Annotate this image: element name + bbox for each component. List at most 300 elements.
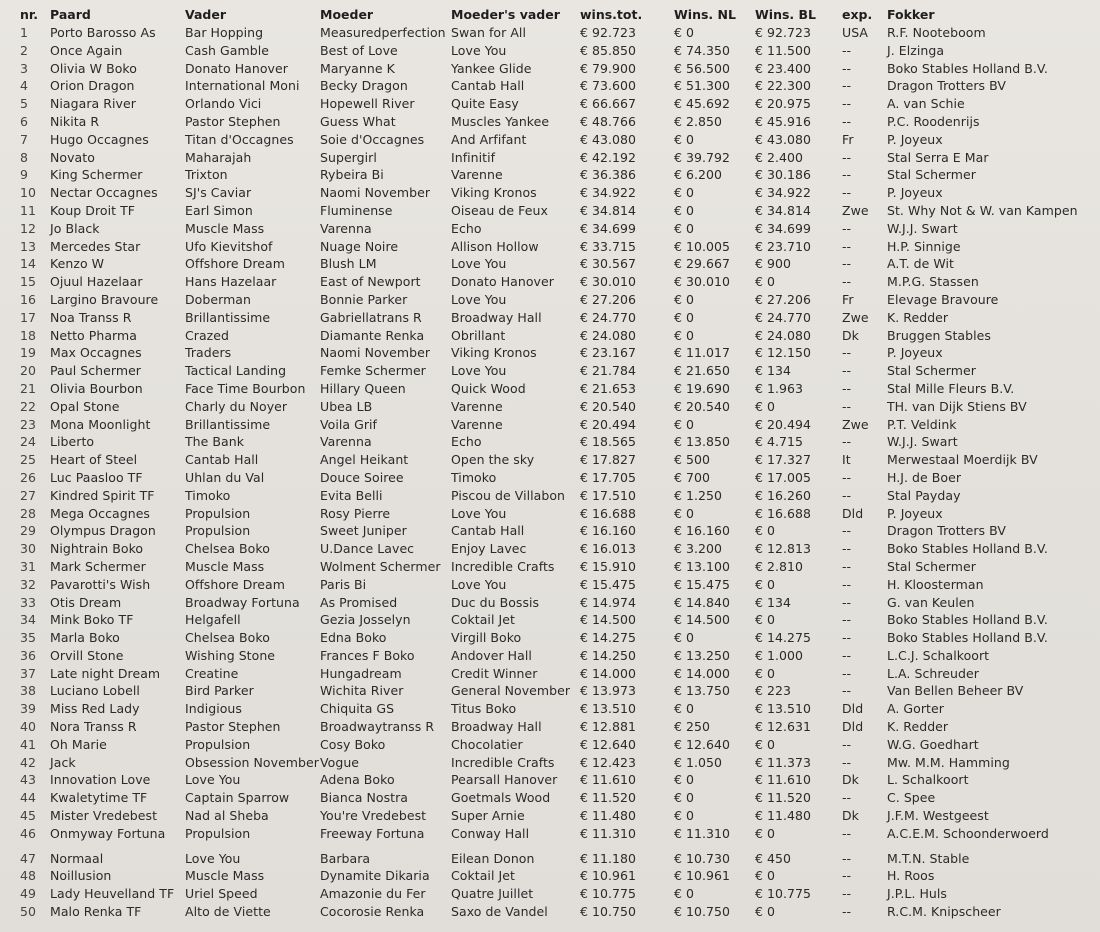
cell-fokker: Stal Mille Fleurs B.V. — [887, 380, 1015, 396]
table-row — [20, 398, 1098, 416]
table-row — [20, 291, 1098, 309]
cell-moeders-vader: Echo — [451, 434, 482, 450]
cell-wins-bl: € 12.631 — [755, 719, 812, 735]
cell-moeders-vader: Virgill Boko — [451, 630, 522, 646]
cell-moeder: Gabriellatrans R — [320, 309, 422, 325]
cell-vader: Indigious — [185, 701, 242, 717]
cell-wins-bl: € 23.710 — [755, 238, 812, 254]
cell-paard: Noillusion — [50, 868, 112, 884]
cell-moeders-vader: Echo — [451, 220, 482, 236]
cell-moeder: Angel Heikant — [320, 452, 409, 468]
cell-nr: 25 — [20, 452, 37, 468]
cell-nr: 2 — [20, 42, 29, 58]
cell-wins-bl: € 16.688 — [755, 505, 812, 521]
table-body — [20, 24, 1098, 921]
cell-wins-bl: € 14.275 — [755, 630, 812, 646]
cell-moeders-vader: Open the sky — [451, 452, 535, 468]
cell-wins-tot: € 36.386 — [580, 167, 637, 183]
cell-wins-bl: € 11.610 — [755, 772, 812, 788]
cell-wins-tot: € 30.567 — [580, 256, 637, 272]
cell-wins-bl: € 34.922 — [755, 185, 812, 201]
cell-wins-tot: € 21.784 — [580, 363, 637, 379]
cell-wins-nl: € 0 — [674, 416, 695, 432]
cell-wins-tot: € 17.510 — [580, 487, 637, 503]
cell-paard: Oh Marie — [50, 736, 107, 752]
cell-paard: Miss Red Lady — [50, 701, 140, 717]
cell-moeders-vader: Love You — [451, 291, 507, 307]
cell-vader: SJ's Caviar — [185, 185, 252, 201]
cell-moeder: Evita Belli — [320, 487, 383, 503]
table-row — [20, 505, 1098, 523]
header-vader: Vader — [185, 7, 227, 22]
cell-nr: 47 — [20, 850, 37, 866]
cell-paard: Pavarotti's Wish — [50, 576, 151, 592]
cell-wins-tot: € 24.080 — [580, 327, 637, 343]
cell-moeders-vader: Allison Hollow — [451, 238, 539, 254]
cell-vader: International Moni — [185, 78, 300, 94]
cell-fokker: Bruggen Stables — [887, 327, 991, 343]
cell-paard: Onmyway Fortuna — [50, 825, 166, 841]
cell-wins-tot: € 13.973 — [580, 683, 637, 699]
cell-wins-nl: € 19.690 — [674, 380, 731, 396]
cell-wins-tot: € 21.653 — [580, 380, 637, 396]
table-row — [20, 576, 1098, 594]
cell-fokker: R.C.M. Knipscheer — [887, 904, 1001, 920]
cell-moeders-vader: Donato Hanover — [451, 274, 554, 290]
cell-wins-tot: € 10.750 — [580, 904, 637, 920]
cell-vader: Cash Gamble — [185, 42, 269, 58]
cell-paard: Luciano Lobell — [50, 683, 140, 699]
cell-exp: Zwe — [842, 202, 869, 218]
cell-vader: Bird Parker — [185, 683, 254, 699]
cell-nr: 8 — [20, 149, 29, 165]
cell-moeder: Broadwaytranss R — [320, 719, 435, 735]
cell-wins-bl: € 30.186 — [755, 167, 812, 183]
cell-wins-bl: € 22.300 — [755, 78, 812, 94]
cell-wins-nl: € 0 — [674, 291, 695, 307]
cell-fokker: Boko Stables Holland B.V. — [887, 60, 1048, 76]
cell-wins-tot: € 15.910 — [580, 558, 637, 574]
cell-vader: Face Time Bourbon — [185, 380, 306, 396]
cell-fokker: Dragon Trotters BV — [887, 523, 1006, 539]
cell-wins-bl: € 23.400 — [755, 60, 812, 76]
table-row — [20, 220, 1098, 238]
cell-paard: Jo Black — [50, 220, 100, 236]
cell-exp: -- — [842, 78, 852, 94]
cell-nr: 33 — [20, 594, 37, 610]
table-row — [20, 344, 1098, 362]
cell-moeder: Dynamite Dikaria — [320, 868, 430, 884]
cell-vader: Chelsea Boko — [185, 630, 270, 646]
cell-wins-tot: € 20.540 — [580, 398, 637, 414]
cell-wins-bl: € 20.975 — [755, 96, 812, 112]
cell-vader: Offshore Dream — [185, 576, 285, 592]
cell-nr: 44 — [20, 790, 37, 806]
cell-exp: -- — [842, 736, 852, 752]
cell-fokker: L. Schalkoort — [887, 772, 969, 788]
header-paard: Paard — [50, 7, 91, 22]
cell-paard: Mercedes Star — [50, 238, 141, 254]
cell-fokker: Stal Schermer — [887, 558, 976, 574]
cell-nr: 21 — [20, 380, 37, 396]
cell-wins-nl: € 29.667 — [674, 256, 731, 272]
cell-exp: Fr — [842, 131, 854, 147]
cell-wins-bl: € 0 — [755, 523, 776, 539]
cell-wins-bl: € 0 — [755, 736, 776, 752]
cell-fokker: G. van Keulen — [887, 594, 975, 610]
table-row — [20, 843, 1098, 868]
cell-vader: Propulsion — [185, 825, 251, 841]
cell-vader: Cantab Hall — [185, 452, 259, 468]
cell-wins-bl: € 450 — [755, 850, 792, 866]
cell-vader: Muscle Mass — [185, 868, 265, 884]
cell-fokker: Stal Schermer — [887, 167, 976, 183]
cell-moeder: Adena Boko — [320, 772, 395, 788]
cell-vader: Ufo Kievitshof — [185, 238, 273, 254]
cell-exp: USA — [842, 25, 869, 40]
cell-wins-nl: € 10.730 — [674, 850, 731, 866]
cell-fokker: Mw. M.M. Hamming — [887, 754, 1010, 770]
cell-moeders-vader: Pearsall Hanover — [451, 772, 558, 788]
cell-moeder: Rybeira Bi — [320, 167, 384, 183]
cell-wins-tot: € 48.766 — [580, 113, 637, 129]
cell-fokker: Boko Stables Holland B.V. — [887, 612, 1048, 628]
cell-wins-tot: € 12.881 — [580, 719, 637, 735]
cell-fokker: P. Joyeux — [887, 505, 943, 521]
cell-wins-nl: € 10.750 — [674, 904, 731, 920]
cell-wins-tot: € 12.423 — [580, 754, 637, 770]
cell-moeders-vader: Titus Boko — [451, 701, 517, 717]
cell-wins-nl: € 0 — [674, 327, 695, 343]
cell-nr: 22 — [20, 398, 37, 414]
cell-vader: Wishing Stone — [185, 647, 276, 663]
cell-nr: 12 — [20, 220, 37, 236]
cell-wins-bl: € 0 — [755, 398, 776, 414]
cell-wins-tot: € 30.010 — [580, 274, 637, 290]
cell-vader: Uhlan du Val — [185, 469, 265, 485]
cell-vader: Chelsea Boko — [185, 541, 270, 557]
table-row — [20, 594, 1098, 612]
cell-moeder: Edna Boko — [320, 630, 387, 646]
cell-vader: Tactical Landing — [185, 363, 287, 379]
cell-wins-tot: € 12.640 — [580, 736, 637, 752]
cell-wins-nl: € 14.500 — [674, 612, 731, 628]
cell-wins-bl: € 24.080 — [755, 327, 812, 343]
cell-moeder: Barbara — [320, 850, 371, 866]
cell-wins-nl: € 3.200 — [674, 541, 723, 557]
cell-moeder: Fluminense — [320, 202, 393, 218]
cell-moeders-vader: Saxo de Vandel — [451, 904, 548, 920]
cell-paard: Largino Bravoure — [50, 291, 159, 307]
cell-fokker: M.P.G. Stassen — [887, 274, 979, 290]
cell-wins-nl: € 13.100 — [674, 558, 731, 574]
cell-wins-bl: € 11.373 — [755, 754, 812, 770]
cell-exp: Dk — [842, 327, 859, 343]
cell-moeders-vader: Love You — [451, 256, 507, 272]
cell-nr: 26 — [20, 469, 37, 485]
cell-moeder: Diamante Renka — [320, 327, 425, 343]
header-moeder: Moeder — [320, 7, 374, 22]
table-row — [20, 113, 1098, 131]
cell-vader: Propulsion — [185, 505, 251, 521]
cell-moeder: East of Newport — [320, 274, 421, 290]
table-row — [20, 665, 1098, 683]
cell-wins-bl: € 0 — [755, 665, 776, 681]
cell-wins-tot: € 11.180 — [580, 850, 637, 866]
cell-nr: 32 — [20, 576, 37, 592]
cell-vader: Alto de Viette — [185, 904, 271, 920]
cell-wins-bl: € 11.520 — [755, 790, 812, 806]
table-header-row — [20, 5, 1098, 24]
cell-wins-nl: € 1.050 — [674, 754, 723, 770]
cell-wins-tot: € 33.715 — [580, 238, 637, 254]
cell-wins-nl: € 0 — [674, 185, 695, 201]
table-row — [20, 885, 1098, 903]
header-moeders-vader: Moeder's vader — [451, 7, 560, 22]
cell-exp: -- — [842, 363, 852, 379]
cell-wins-bl: € 34.814 — [755, 202, 812, 218]
cell-moeder: Varenna — [320, 434, 372, 450]
cell-moeders-vader: Credit Winner — [451, 665, 538, 681]
cell-vader: Timoko — [185, 487, 231, 503]
cell-moeder: Voila Grif — [320, 416, 378, 432]
cell-wins-tot: € 11.520 — [580, 790, 637, 806]
cell-vader: Love You — [185, 850, 241, 866]
cell-paard: Nectar Occagnes — [50, 185, 158, 201]
cell-fokker: M.T.N. Stable — [887, 850, 970, 866]
cell-wins-tot: € 43.080 — [580, 131, 637, 147]
cell-exp: -- — [842, 523, 852, 539]
cell-wins-tot: € 14.974 — [580, 594, 637, 610]
cell-moeders-vader: Love You — [451, 363, 507, 379]
cell-paard: Hugo Occagnes — [50, 131, 149, 147]
cell-wins-nl: € 0 — [674, 131, 695, 147]
cell-wins-tot: € 14.000 — [580, 665, 637, 681]
cell-vader: Propulsion — [185, 523, 251, 539]
table-row — [20, 202, 1098, 220]
cell-fokker: H. Roos — [887, 868, 935, 884]
table-row — [20, 647, 1098, 665]
cell-fokker: J.F.M. Westgeest — [887, 808, 989, 824]
table-row — [20, 825, 1098, 843]
table-row — [20, 629, 1098, 647]
table-row — [20, 807, 1098, 825]
cell-vader: Propulsion — [185, 736, 251, 752]
cell-nr: 36 — [20, 647, 37, 663]
cell-wins-bl: € 0 — [755, 868, 776, 884]
cell-fokker: L.C.J. Schalkoort — [887, 647, 990, 663]
header-wins-tot: wins.tot. — [580, 7, 643, 22]
cell-nr: 39 — [20, 701, 37, 717]
table-row — [20, 736, 1098, 754]
cell-paard: Orvill Stone — [50, 647, 124, 663]
table-row — [20, 718, 1098, 736]
cell-wins-nl: € 13.250 — [674, 647, 731, 663]
cell-wins-nl: € 0 — [674, 790, 695, 806]
cell-exp: -- — [842, 868, 852, 884]
cell-moeder: Best of Love — [320, 42, 398, 58]
cell-moeder: Douce Soiree — [320, 469, 404, 485]
cell-exp: Fr — [842, 291, 854, 307]
cell-wins-nl: € 0 — [674, 220, 695, 236]
cell-exp: -- — [842, 594, 852, 610]
cell-paard: Nora Transs R — [50, 719, 137, 735]
cell-exp: -- — [842, 345, 852, 361]
cell-wins-tot: € 17.705 — [580, 469, 637, 485]
cell-vader: Offshore Dream — [185, 256, 285, 272]
header-exp: exp. — [842, 7, 873, 22]
cell-nr: 48 — [20, 868, 37, 884]
cell-moeders-vader: Muscles Yankee — [451, 113, 550, 129]
cell-nr: 27 — [20, 487, 37, 503]
cell-nr: 5 — [20, 96, 29, 112]
cell-nr: 46 — [20, 825, 37, 841]
cell-nr: 30 — [20, 541, 37, 557]
cell-paard: Olivia Bourbon — [50, 380, 143, 396]
cell-vader: Pastor Stephen — [185, 719, 281, 735]
cell-exp: -- — [842, 60, 852, 76]
table-row — [20, 255, 1098, 273]
cell-moeder: Freeway Fortuna — [320, 825, 425, 841]
cell-moeders-vader: Eilean Donon — [451, 850, 535, 866]
cell-moeders-vader: Love You — [451, 505, 507, 521]
cell-wins-bl: € 45.916 — [755, 113, 812, 129]
cell-fokker: C. Spee — [887, 790, 936, 806]
cell-wins-tot: € 34.922 — [580, 185, 637, 201]
cell-fokker: H. Kloosterman — [887, 576, 984, 592]
cell-paard: Ojuul Hazelaar — [50, 274, 143, 290]
table-row — [20, 184, 1098, 202]
cell-nr: 29 — [20, 523, 37, 539]
cell-paard: Mink Boko TF — [50, 612, 134, 628]
cell-nr: 7 — [20, 131, 29, 147]
header-fokker: Fokker — [887, 7, 935, 22]
cell-vader: Uriel Speed — [185, 886, 258, 902]
cell-wins-tot: € 27.206 — [580, 291, 637, 307]
cell-wins-nl: € 0 — [674, 701, 695, 717]
cell-wins-tot: € 18.565 — [580, 434, 637, 450]
cell-wins-tot: € 66.667 — [580, 96, 637, 112]
cell-paard: Mark Schermer — [50, 558, 146, 574]
cell-moeder: Amazonie du Fer — [320, 886, 426, 902]
cell-exp: -- — [842, 630, 852, 646]
table-row — [20, 131, 1098, 149]
cell-moeders-vader: And Arfifant — [451, 131, 527, 147]
table-row — [20, 416, 1098, 434]
cell-fokker: Merwestaal Moerdijk BV — [887, 452, 1038, 468]
cell-exp: -- — [842, 380, 852, 396]
cell-moeders-vader: Oiseau de Feux — [451, 202, 548, 218]
cell-exp: -- — [842, 256, 852, 272]
cell-paard: Innovation Love — [50, 772, 151, 788]
header-nr: nr. — [20, 7, 39, 22]
table-row — [20, 867, 1098, 885]
cell-nr: 4 — [20, 78, 29, 94]
cell-moeder: Naomi November — [320, 185, 431, 201]
cell-vader: Hans Hazelaar — [185, 274, 277, 290]
cell-wins-bl: € 900 — [755, 256, 792, 272]
cell-moeders-vader: Incredible Crafts — [451, 558, 555, 574]
cell-moeders-vader: Infinitif — [451, 149, 496, 165]
cell-wins-bl: € 1.963 — [755, 380, 804, 396]
cell-moeder: Maryanne K — [320, 60, 395, 76]
cell-wins-nl: € 0 — [674, 25, 695, 40]
cell-wins-nl: € 74.350 — [674, 42, 731, 58]
cell-wins-bl: € 24.770 — [755, 309, 812, 325]
cell-moeder: Frances F Boko — [320, 647, 415, 663]
cell-exp: Dk — [842, 772, 859, 788]
cell-paard: Olympus Dragon — [50, 523, 156, 539]
cell-nr: 9 — [20, 167, 29, 183]
cell-wins-bl: € 13.510 — [755, 701, 812, 717]
cell-exp: -- — [842, 541, 852, 557]
table-row — [20, 682, 1098, 700]
cell-fokker: H.J. de Boer — [887, 469, 962, 485]
cell-moeders-vader: Coktail Jet — [451, 612, 515, 628]
cell-paard: Kindred Spirit TF — [50, 487, 155, 503]
cell-vader: Earl Simon — [185, 202, 253, 218]
cell-moeder: Chiquita GS — [320, 701, 395, 717]
cell-exp: -- — [842, 167, 852, 183]
cell-paard: Luc Paasloo TF — [50, 469, 143, 485]
table-row — [20, 166, 1098, 184]
cell-exp: Dld — [842, 701, 864, 717]
cell-paard: Mona Moonlight — [50, 416, 151, 432]
cell-wins-bl: € 34.699 — [755, 220, 812, 236]
cell-nr: 16 — [20, 291, 37, 307]
cell-wins-tot: € 42.192 — [580, 149, 637, 165]
cell-paard: Paul Schermer — [50, 363, 142, 379]
cell-wins-bl: € 2.810 — [755, 558, 804, 574]
cell-wins-nl: € 14.840 — [674, 594, 731, 610]
cell-moeder: Vogue — [320, 754, 360, 770]
cell-fokker: K. Redder — [887, 719, 949, 735]
cell-wins-bl: € 0 — [755, 904, 776, 920]
cell-wins-tot: € 16.688 — [580, 505, 637, 521]
cell-wins-tot: € 11.310 — [580, 825, 637, 841]
cell-paard: Jack — [50, 754, 76, 770]
cell-moeders-vader: Love You — [451, 42, 507, 58]
cell-wins-nl: € 20.540 — [674, 398, 731, 414]
table-row — [20, 149, 1098, 167]
cell-wins-tot: € 34.814 — [580, 202, 637, 218]
cell-moeders-vader: Quite Easy — [451, 96, 519, 112]
cell-nr: 23 — [20, 416, 37, 432]
cell-paard: Otis Dream — [50, 594, 122, 610]
cell-exp: -- — [842, 886, 852, 902]
cell-moeder: Cosy Boko — [320, 736, 386, 752]
table-row — [20, 433, 1098, 451]
cell-nr: 28 — [20, 505, 37, 521]
cell-vader: Love You — [185, 772, 241, 788]
cell-vader: Nad al Sheba — [185, 808, 269, 824]
cell-paard: Niagara River — [50, 96, 136, 112]
cell-moeders-vader: Coktail Jet — [451, 868, 515, 884]
cell-paard: Heart of Steel — [50, 452, 138, 468]
cell-fokker: TH. van Dijk Stiens BV — [887, 398, 1027, 414]
cell-moeders-vader: Swan for All — [451, 25, 526, 40]
cell-exp: -- — [842, 185, 852, 201]
cell-moeder: Ubea LB — [320, 398, 373, 414]
cell-vader: Creatine — [185, 665, 239, 681]
cell-fokker: P.T. Veldink — [887, 416, 957, 432]
cell-wins-tot: € 14.275 — [580, 630, 637, 646]
cell-wins-nl: € 0 — [674, 505, 695, 521]
cell-wins-tot: € 24.770 — [580, 309, 637, 325]
cell-exp: Dld — [842, 719, 864, 735]
cell-moeders-vader: Viking Kronos — [451, 345, 537, 361]
cell-paard: Kwaletytime TF — [50, 790, 148, 806]
